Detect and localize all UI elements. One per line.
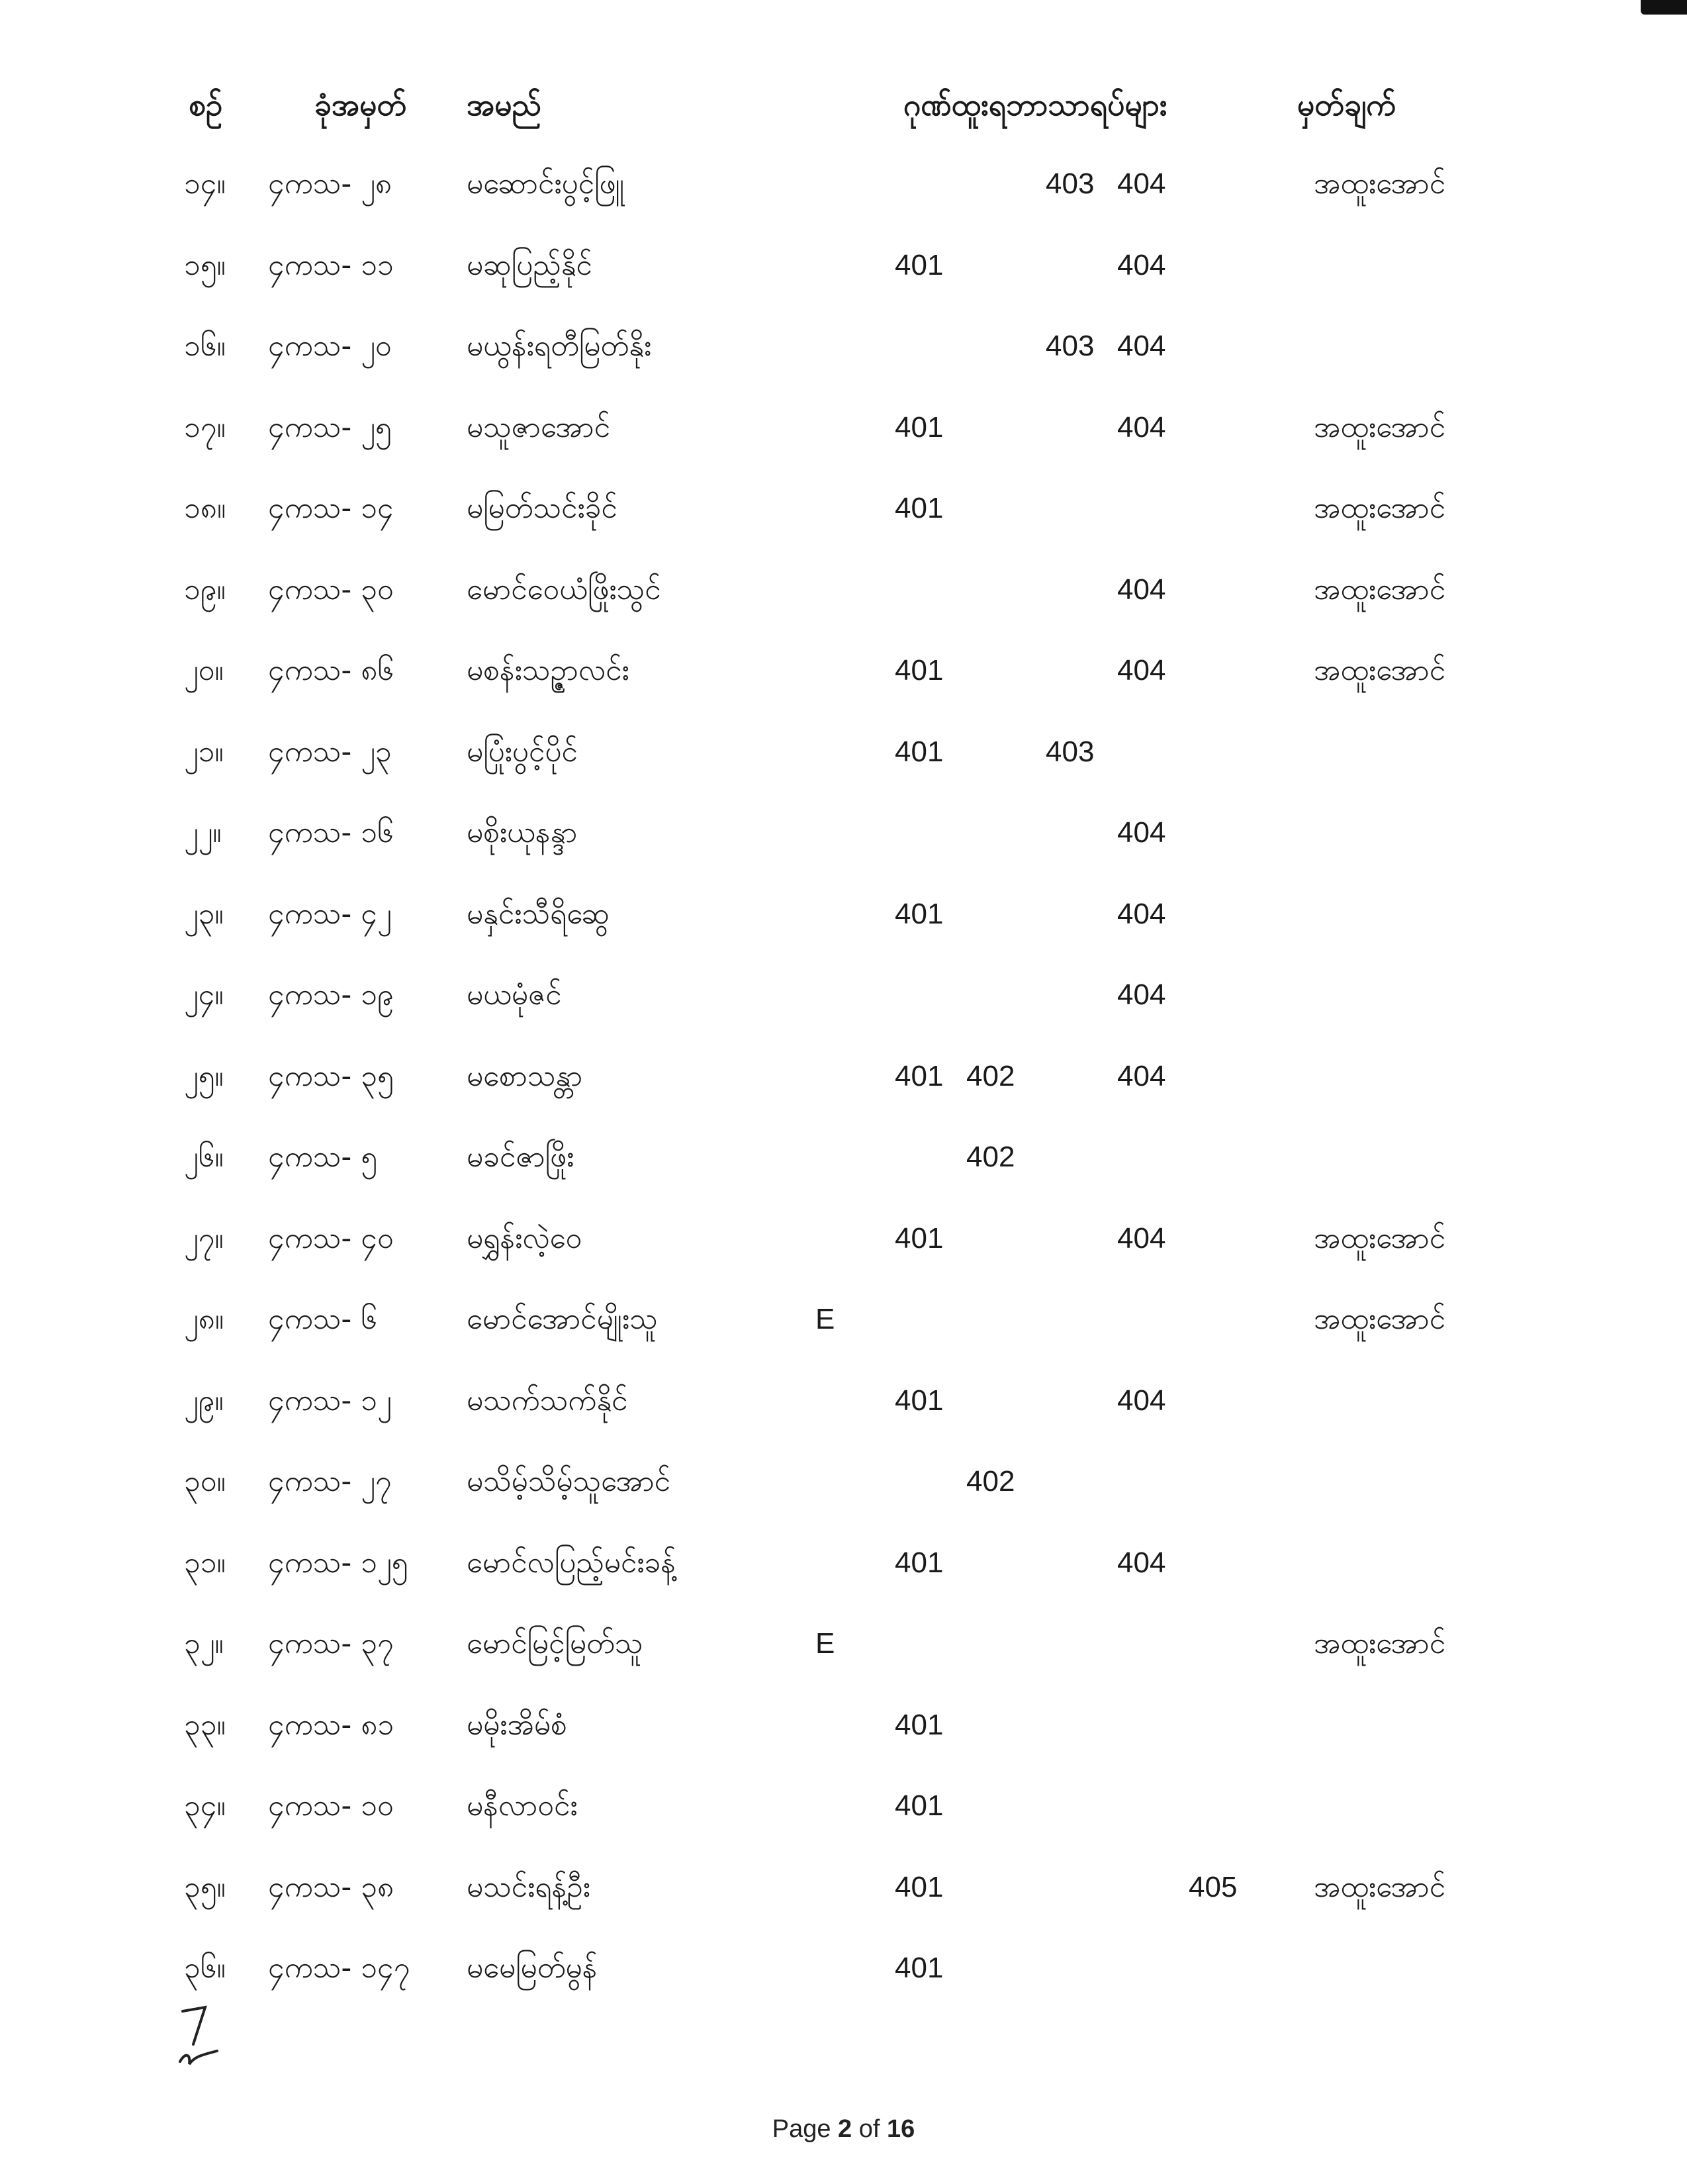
subject-403: 403 <box>1046 330 1095 362</box>
roll-number: ၄ကသ- ၃၇ <box>268 1627 394 1660</box>
header-no: စဉ် <box>189 87 223 122</box>
subject-404: 404 <box>1117 167 1166 200</box>
subject-404: 404 <box>1117 898 1166 930</box>
roll-number: ၄ကသ- ၁၉ <box>268 978 394 1012</box>
remark: အထူးအောင် <box>1314 491 1446 525</box>
remark: အထူးအောင် <box>1314 1302 1446 1336</box>
roll-number: ၄ကသ- ၁၂၅ <box>268 1546 408 1580</box>
footer-of-word: of <box>858 2115 880 2143</box>
subject-402: 402 <box>966 1141 1015 1173</box>
subject-401: 401 <box>895 654 944 687</box>
roll-number: ၄ကသ- ၁၄ <box>268 491 394 525</box>
subject-402: 402 <box>966 1465 1015 1497</box>
row-number: ၁၈။ <box>184 491 226 525</box>
table-row <box>0 1942 1687 1995</box>
roll-number: ၄ကသ- ၂၇ <box>268 1464 392 1498</box>
table-row <box>0 1537 1687 1590</box>
row-number: ၃၁။ <box>184 1546 226 1580</box>
student-name: မနီလာဝင်း <box>467 1789 578 1823</box>
row-number: ၂၇။ <box>184 1221 224 1255</box>
subject-405: 405 <box>1189 1871 1238 1903</box>
table-row <box>0 644 1687 697</box>
student-name: မစန်းသဥ္ဇာလင်း <box>467 653 629 687</box>
footer-page-word: Page <box>772 2115 831 2143</box>
table-row <box>0 1617 1687 1670</box>
table-row <box>0 158 1687 211</box>
table-row <box>0 1131 1687 1184</box>
header-roll: ခုံအမှတ် <box>314 87 407 122</box>
subject-401: 401 <box>895 1871 944 1903</box>
subject-404: 404 <box>1117 1384 1166 1417</box>
table-row <box>0 1212 1687 1265</box>
student-name: မောင်အောင်မျိုးသူ <box>467 1302 658 1336</box>
subject-404: 404 <box>1117 816 1166 849</box>
table-row <box>0 563 1687 616</box>
row-number: ၂၉။ <box>184 1384 224 1417</box>
subject-404: 404 <box>1117 978 1166 1011</box>
row-number: ၃၂။ <box>184 1627 224 1660</box>
row-number: ၂၀။ <box>184 653 224 687</box>
table-row <box>0 888 1687 941</box>
subject-404: 404 <box>1117 1060 1166 1092</box>
roll-number: ၄ကသ- ၆ <box>268 1302 377 1336</box>
roll-number: ၄ကသ- ၁၀ <box>268 1789 394 1823</box>
table-row <box>0 320 1687 373</box>
subject-401: 401 <box>895 1789 944 1822</box>
subject-401: 401 <box>895 1222 944 1255</box>
student-name: မခင်ဇာဖြိုး <box>467 1140 574 1174</box>
row-number: ၃၄။ <box>184 1789 226 1823</box>
subject-401: 401 <box>895 1546 944 1579</box>
subject-401: 401 <box>895 249 944 281</box>
grade-mark: E <box>815 1303 835 1335</box>
student-name: မစောသန္တာ <box>467 1059 583 1093</box>
header-subjects: ဂုဏ်ထူးရဘာသာရပ်များ <box>903 87 1167 122</box>
student-name: မစိုးယုနန္ဒာ <box>467 816 578 849</box>
table-row <box>0 1050 1687 1103</box>
row-number: ၃၀။ <box>184 1464 226 1498</box>
remark: အထူးအောင် <box>1314 573 1446 606</box>
student-name: မမိုးအိမ်စံ <box>467 1708 567 1742</box>
grade-mark: E <box>815 1627 835 1660</box>
remark: အထူးအောင် <box>1314 1870 1446 1904</box>
table-row <box>0 726 1687 779</box>
subject-403: 403 <box>1046 167 1095 200</box>
student-name: မရွှန်းလဲ့ဝေ <box>467 1221 582 1255</box>
table-row <box>0 1699 1687 1752</box>
subject-404: 404 <box>1117 411 1166 444</box>
table-row <box>0 1374 1687 1427</box>
table-row <box>0 482 1687 535</box>
student-name: မမြတ်သင်းခိုင် <box>467 491 617 525</box>
row-number: ၃၃။ <box>184 1708 226 1742</box>
subject-404: 404 <box>1117 330 1166 362</box>
roll-number: ၄ကသ- ၈၆ <box>268 653 394 687</box>
roll-number: ၄ကသ- ၁၁ <box>268 248 394 282</box>
roll-number: ၄ကသ- ၃၅ <box>268 1059 394 1093</box>
subject-401: 401 <box>895 898 944 930</box>
row-number: ၂၁။ <box>184 735 224 769</box>
handwritten-mark <box>173 1998 233 2077</box>
roll-number: ၄ကသ- ၄၀ <box>268 1221 394 1255</box>
student-name: မသိမ့်သိမ့်သူအောင် <box>467 1464 671 1498</box>
table-row <box>0 401 1687 454</box>
student-name: မဆောင်းပွင့်ဖြူ <box>467 167 625 201</box>
row-number: ၂၂။ <box>184 816 222 849</box>
row-number: ၃၅။ <box>184 1870 226 1904</box>
roll-number: ၄ကသ- ၅ <box>268 1140 377 1174</box>
student-name: မပြုံးပွင့်ပိုင် <box>467 735 578 769</box>
row-number: ၂၈။ <box>184 1302 224 1336</box>
roll-number: ၄ကသ- ၁၄၇ <box>268 1951 410 1985</box>
row-number: ၃၆။ <box>184 1951 226 1985</box>
remark: အထူးအောင် <box>1314 410 1446 444</box>
subject-401: 401 <box>895 736 944 768</box>
student-name: မသင်းရန့်ဦး <box>467 1870 590 1904</box>
row-number: ၂၄။ <box>184 978 224 1012</box>
remark: အထူးအောင် <box>1314 653 1446 687</box>
row-number: ၁၄။ <box>184 167 226 201</box>
footer-page-total: 16 <box>887 2115 915 2143</box>
roll-number: ၄ကသ- ၈၁ <box>268 1708 394 1742</box>
student-name: မယမုံဇင် <box>467 978 562 1012</box>
remark: အထူးအောင် <box>1314 1627 1446 1660</box>
row-number: ၂၅။ <box>184 1059 224 1093</box>
roll-number: ၄ကသ- ၃၀ <box>268 573 394 606</box>
table-row <box>0 1293 1687 1346</box>
student-name: မမေမြတ်မွန် <box>467 1951 598 1985</box>
table-row <box>0 806 1687 859</box>
subject-402: 402 <box>966 1060 1015 1092</box>
roll-number: ၄ကသ- ၂၀ <box>268 329 392 363</box>
subject-401: 401 <box>895 1384 944 1417</box>
row-number: ၁၆။ <box>184 329 226 363</box>
remark: အထူးအောင် <box>1314 167 1446 201</box>
subject-404: 404 <box>1117 654 1166 687</box>
row-number: ၂၆။ <box>184 1140 224 1174</box>
subject-404: 404 <box>1117 249 1166 281</box>
table-row <box>0 1455 1687 1508</box>
header-name: အမည် <box>467 87 541 122</box>
roll-number: ၄ကသ- ၂၈ <box>268 167 392 201</box>
remark: အထူးအောင် <box>1314 1221 1446 1255</box>
row-number: ၁၅။ <box>184 248 226 282</box>
student-name: မဆုပြည့်နိုင် <box>467 248 592 282</box>
subject-401: 401 <box>895 1709 944 1741</box>
table-row <box>0 1780 1687 1832</box>
header-remark: မှတ်ချက် <box>1297 87 1396 122</box>
student-name: မောင်မြင့်မြတ်သူ <box>467 1627 643 1660</box>
student-name: မနှင်းသီရိဆွေ <box>467 897 610 931</box>
roll-number: ၄ကသ- ၁၂ <box>268 1384 392 1417</box>
roll-number: ၄ကသ- ၃၈ <box>268 1870 394 1904</box>
table-row <box>0 1861 1687 1914</box>
subject-403: 403 <box>1046 736 1095 768</box>
subject-401: 401 <box>895 492 944 524</box>
roll-number: ၄ကသ- ၂၅ <box>268 410 392 444</box>
student-name: မသူဇာအောင် <box>467 410 610 444</box>
page-footer <box>0 2115 1687 2144</box>
roll-number: ၄ကသ- ၂၃ <box>268 735 392 769</box>
row-number: ၂၃။ <box>184 897 224 931</box>
scan-edge-mark <box>1641 0 1687 15</box>
subject-404: 404 <box>1117 1222 1166 1255</box>
roll-number: ၄ကသ- ၁၆ <box>268 816 394 849</box>
table-row <box>0 239 1687 292</box>
student-name: မောင်လပြည့်မင်းခန့် <box>467 1546 676 1580</box>
subject-404: 404 <box>1117 573 1166 606</box>
student-name: မသက်သက်နိုင် <box>467 1384 628 1417</box>
table-row <box>0 969 1687 1021</box>
roll-number: ၄ကသ- ၄၂ <box>268 897 392 931</box>
subject-404: 404 <box>1117 1546 1166 1579</box>
row-number: ၁၉။ <box>184 573 226 606</box>
subject-401: 401 <box>895 1952 944 1984</box>
row-number: ၁၇။ <box>184 410 226 444</box>
subject-401: 401 <box>895 1060 944 1092</box>
footer-page-current: 2 <box>838 2115 852 2143</box>
student-name: မောင်ဝေယံဖြိုးသွင် <box>467 573 661 606</box>
subject-401: 401 <box>895 411 944 444</box>
student-name: မယွန်းရတီမြတ်နိုး <box>467 329 652 363</box>
